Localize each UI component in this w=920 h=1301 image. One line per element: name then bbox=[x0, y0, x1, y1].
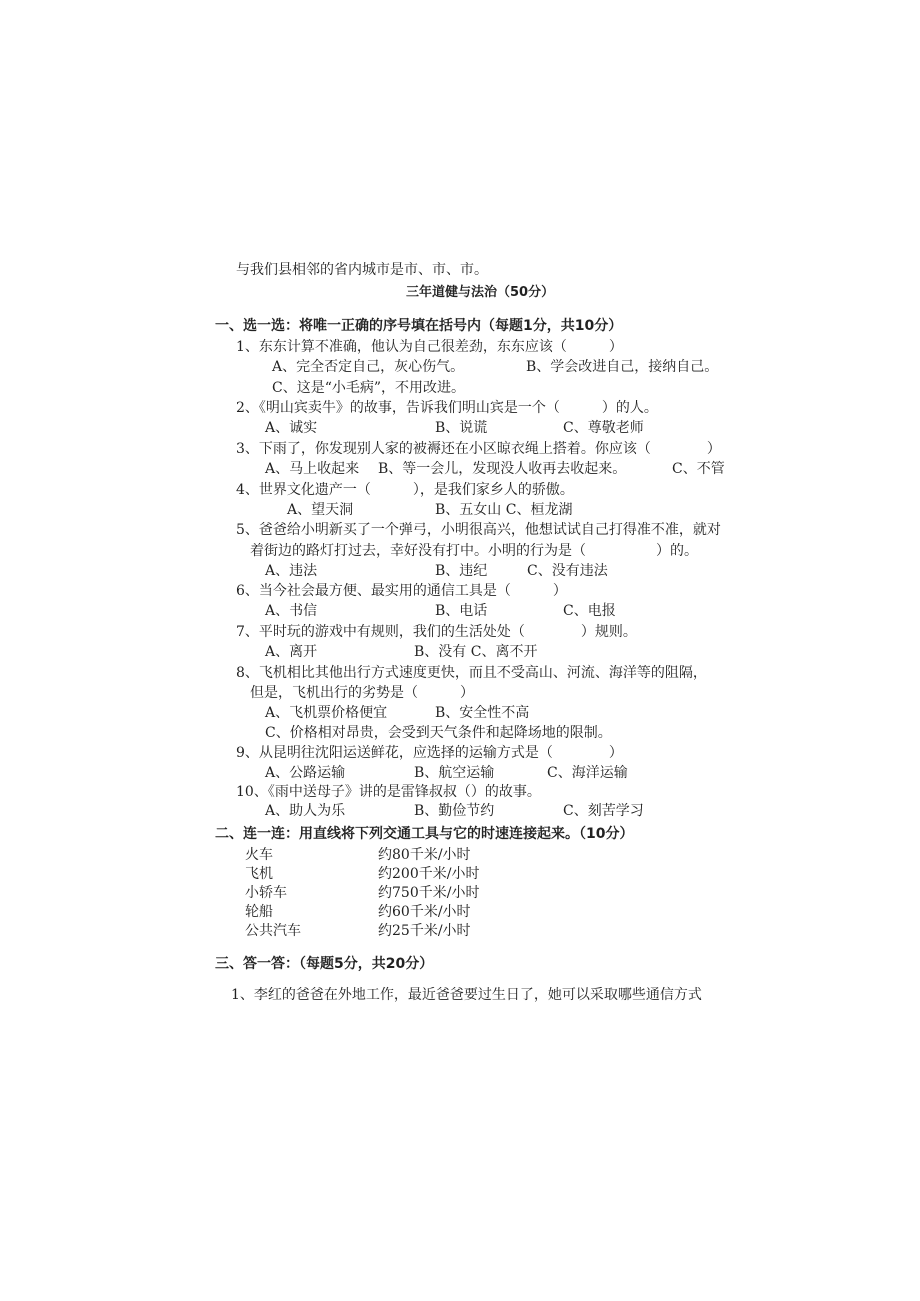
question-7: 7、平时玩的游戏中有规则，我们的生活处处（ ）规则。 bbox=[236, 624, 637, 640]
question-8: 8、飞机相比其他出行方式速度更快，而且不受高山、河流、海洋等的阻隔， bbox=[236, 665, 707, 681]
vehicle-item: 公共汽车 bbox=[245, 923, 301, 939]
question-8-cont: 但是，飞机出行的劣势是（ ） bbox=[250, 685, 474, 701]
q2-option-a: A、诚实 bbox=[265, 420, 318, 436]
q8-option-c: C、价格相对昂贵，会受到天气条件和起降场地的限制。 bbox=[265, 725, 612, 741]
q10-option-c: C、刻苦学习 bbox=[563, 803, 644, 819]
q9-option-c: C、海洋运输 bbox=[547, 765, 628, 781]
question-6: 6、当今社会最方便、最实用的通信工具是（ ） bbox=[236, 583, 567, 599]
q8-option-b: B、安全性不高 bbox=[435, 705, 530, 721]
question-1: 1、东东计算不准确，他认为自己很差劲，东东应该（ ） bbox=[236, 339, 623, 355]
q7-option-a: A、离开 bbox=[265, 644, 318, 660]
vehicle-item: 小轿车 bbox=[245, 885, 287, 901]
q6-option-b: B、电话 bbox=[435, 603, 488, 619]
speed-item: 约25千米/小时 bbox=[378, 923, 471, 939]
q5-option-c: C、没有违法 bbox=[527, 563, 608, 579]
q1-option-a: A、完全否定自己，灰心伤气。 bbox=[272, 359, 465, 375]
vehicle-item: 轮船 bbox=[245, 904, 273, 920]
q5-option-a: A、违法 bbox=[265, 563, 318, 579]
q8-option-a: A、飞机票价格便宜 bbox=[265, 705, 388, 721]
q9-option-a: A、公路运输 bbox=[265, 765, 346, 781]
vehicle-item: 火车 bbox=[245, 847, 273, 863]
question-5-cont: 着街边的路灯打过去，幸好没有打中。小明的行为是（ ）的。 bbox=[250, 543, 698, 559]
vehicle-item: 飞机 bbox=[245, 866, 273, 882]
question-4: 4、世界文化遗产一（ ），是我们家乡人的骄傲。 bbox=[236, 482, 574, 498]
question-5: 5、爸爸给小明新买了一个弹弓，小明很高兴，他想试试自己打得准不准，就对 bbox=[236, 522, 721, 538]
section2-heading: 二、连一连：用直线将下列交通工具与它的时速连接起来。（10分） bbox=[215, 826, 634, 842]
q4-option-a: A、望天洞 bbox=[287, 502, 354, 518]
q6-option-a: A、书信 bbox=[265, 603, 318, 619]
question-9: 9、从昆明往沈阳运送鲜花，应选择的运输方式是（ ） bbox=[236, 745, 623, 761]
q7-option-b: B、没有 C、离不开 bbox=[414, 644, 538, 660]
question-2: 2、《明山宾卖牛》的故事，告诉我们明山宾是一个（ ）的人。 bbox=[236, 400, 658, 416]
speed-item: 约200千米/小时 bbox=[378, 866, 480, 882]
section3-heading: 三、答一答：（每题5分，共20分） bbox=[215, 956, 434, 972]
q3-option-b: B、等一会儿，发现没人收再去收起来。 bbox=[378, 461, 627, 477]
page-title: 三年道健与法治（50分） bbox=[406, 285, 555, 300]
section1-heading: 一、选一选：将唯一正确的序号填在括号内（每题1分，共10分） bbox=[215, 318, 623, 334]
speed-item: 约60千米/小时 bbox=[378, 904, 471, 920]
q1-option-b: B、学会改进自己，接纳自己。 bbox=[526, 359, 719, 375]
intro-line: 与我们县相邻的省内城市是市、市、市。 bbox=[236, 262, 488, 278]
q9-option-b: B、航空运输 bbox=[414, 765, 495, 781]
question-3: 3、下雨了，你发现别人家的被褥还在小区晾衣绳上搭着。你应该（ ） bbox=[236, 441, 721, 457]
q6-option-c: C、电报 bbox=[563, 603, 616, 619]
q3-option-c: C、不管 bbox=[672, 461, 725, 477]
q10-option-a: A、助人为乐 bbox=[265, 803, 346, 819]
question-10: 10、《雨中送母子》讲的是雷锋叔叔（）的故事。 bbox=[236, 784, 541, 800]
q3-option-a: A、马上收起来 bbox=[265, 461, 360, 477]
section3-question-1: 1、李红的爸爸在外地工作，最近爸爸要过生日了，她可以采取哪些通信方式 bbox=[231, 987, 702, 1003]
q2-option-b: B、说谎 bbox=[435, 420, 488, 436]
q1-option-c: C、这是“小毛病”，不用改进。 bbox=[272, 380, 466, 396]
speed-item: 约80千米/小时 bbox=[378, 847, 471, 863]
q5-option-b: B、违纪 bbox=[435, 563, 488, 579]
q2-option-c: C、尊敬老师 bbox=[563, 420, 644, 436]
q4-option-b: B、五女山 C、桓龙湖 bbox=[435, 502, 573, 518]
speed-item: 约750千米/小时 bbox=[378, 885, 480, 901]
q10-option-b: B、勤俭节约 bbox=[414, 803, 495, 819]
